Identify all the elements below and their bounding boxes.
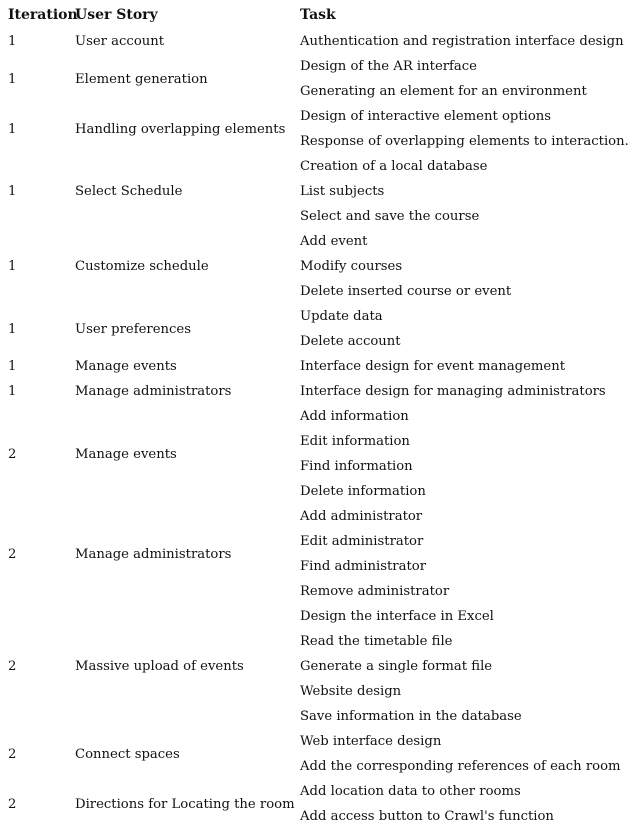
task-cell: Update data (300, 309, 383, 324)
task-cell: Authentication and registration interface design (300, 34, 624, 49)
iteration-cell: 2 (8, 546, 17, 562)
task-cell: Add information (300, 409, 409, 424)
user-story-cell: User preferences (75, 321, 191, 337)
task-cell: List subjects (300, 184, 385, 199)
user-story-cell: Manage administrators (75, 546, 232, 562)
task-cell: Generating an element for an environment (300, 84, 587, 99)
iteration-cell: 2 (8, 659, 17, 674)
header-user-story: User Story (75, 7, 158, 23)
task-cell: Response of overlapping elements to interaction. (300, 134, 629, 149)
iteration-cell: 2 (8, 746, 17, 762)
iteration-cell: 2 (8, 446, 17, 462)
iteration-cell: 1 (8, 359, 17, 374)
task-cell: Website design (300, 684, 402, 699)
task-cell: Edit administrator (300, 534, 424, 549)
task-cell: Delete account (300, 334, 401, 349)
task-cell: Interface design for managing administrators (300, 384, 606, 399)
iteration-cell: 1 (8, 384, 17, 399)
iteration-cell: 1 (8, 34, 17, 49)
iteration-cell: 1 (8, 71, 17, 87)
user-story-cell: Customize schedule (75, 259, 209, 274)
task-cell: Web interface design (300, 734, 442, 749)
task-cell: Modify courses (300, 259, 403, 274)
task-cell: Delete information (300, 484, 426, 499)
task-cell: Delete inserted course or event (300, 284, 512, 299)
header-iteration: Iteration (8, 7, 78, 23)
task-cell: Remove administrator (300, 584, 450, 599)
task-cell: Edit information (300, 434, 410, 449)
user-story-cell: Element generation (75, 71, 208, 87)
task-cell: Add event (300, 234, 368, 249)
iteration-cell: 1 (8, 184, 17, 199)
user-story-cell: Manage events (75, 359, 177, 374)
task-cell: Add administrator (300, 509, 423, 524)
task-cell: Design of the AR interface (300, 59, 477, 74)
user-story-cell: Manage events (75, 446, 177, 462)
user-story-cell: Connect spaces (75, 746, 180, 762)
task-cell: Interface design for event management (300, 359, 566, 374)
task-cell: Generate a single format file (300, 659, 493, 674)
user-story-cell: User account (75, 34, 165, 49)
task-cell: Add location data to other rooms (300, 784, 521, 799)
user-story-cell: Massive upload of events (75, 659, 244, 674)
header-task: Task (300, 7, 336, 23)
iteration-cell: 2 (8, 796, 17, 812)
user-story-cell: Handling overlapping elements (75, 121, 286, 137)
task-cell: Design of interactive element options (300, 109, 552, 124)
task-cell: Find administrator (300, 559, 427, 574)
user-story-cell: Manage administrators (75, 384, 232, 399)
task-cell: Save information in the database (300, 709, 522, 724)
user-story-cell: Directions for Locating the room (75, 796, 295, 812)
task-cell: Find information (300, 459, 413, 474)
iteration-cell: 1 (8, 121, 17, 137)
task-cell: Select and save the course (300, 209, 480, 224)
task-cell: Design the interface in Excel (300, 609, 494, 624)
user-story-cell: Select Schedule (75, 184, 183, 199)
task-cell: Add access button to Crawl's function (300, 809, 554, 824)
task-cell: Add the corresponding references of each room (300, 759, 621, 774)
iteration-cell: 1 (8, 321, 17, 337)
task-cell: Read the timetable file (300, 634, 453, 649)
iteration-cell: 1 (8, 259, 17, 274)
task-cell: Creation of a local database (300, 159, 488, 174)
